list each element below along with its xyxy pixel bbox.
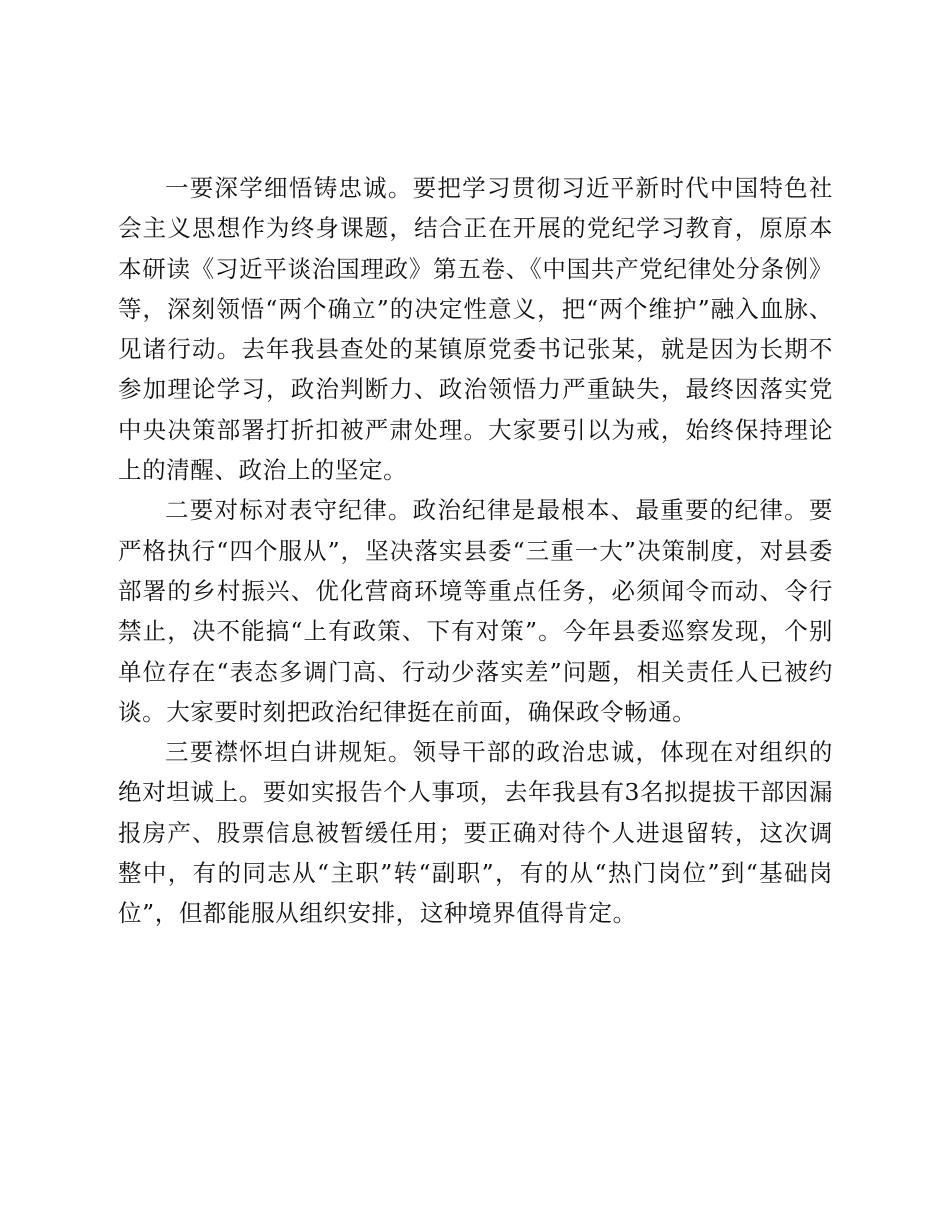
paragraph-1: 一要深学细悟铸忠诚。要把学习贯彻习近平新时代中国特色社会主义思想作为终身课题，结合正在开展的党纪学习教育，原原本本研读《习近平谈治国理政》第五卷、《中国共产党纪律处分条例》等，深刻领悟“两个确立”的决定性意义，把“两个维护”融入血脉、见诸行动。去年我县查处的某镇原党委书记张某，就是因为长期不参加理论学习，政治判断力、政治领悟力严重缺失，最终因落实党中央决策部署打折扣被严肃处理。大家要引以为戒，始终保持理论上的清醒、政治上的坚定。 xyxy=(118,174,833,485)
document-body xyxy=(118,168,833,934)
paragraph-2: 二要对标对表守纪律。政治纪律是最根本、最重要的纪律。要严格执行“四个服从”，坚决落实县委“三重一大”决策制度，对县委部署的乡村振兴、优化营商环境等重点任务，必须闻令而动、令行禁止，决不能搞“上有政策、下有对策”。今年县委巡察发现，个别单位存在“表态多调门高、行动少落实差”问题，相关责任人已被约谈。大家要时刻把政治纪律挺在前面，确保政令畅通。 xyxy=(118,496,833,726)
paragraph-3: 三要襟怀坦白讲规矩。领导干部的政治忠诚，体现在对组织的绝对坦诚上。要如实报告个人事项，去年我县有3名拟提拔干部因漏报房产、股票信息被暂缓任用；要正确对待个人进退留转，这次调整中，有的同志从“主职”转“副职”，有的从“热门岗位”到“基础岗位”，但都能服从组织安排，这种境界值得肯定。 xyxy=(118,738,833,928)
